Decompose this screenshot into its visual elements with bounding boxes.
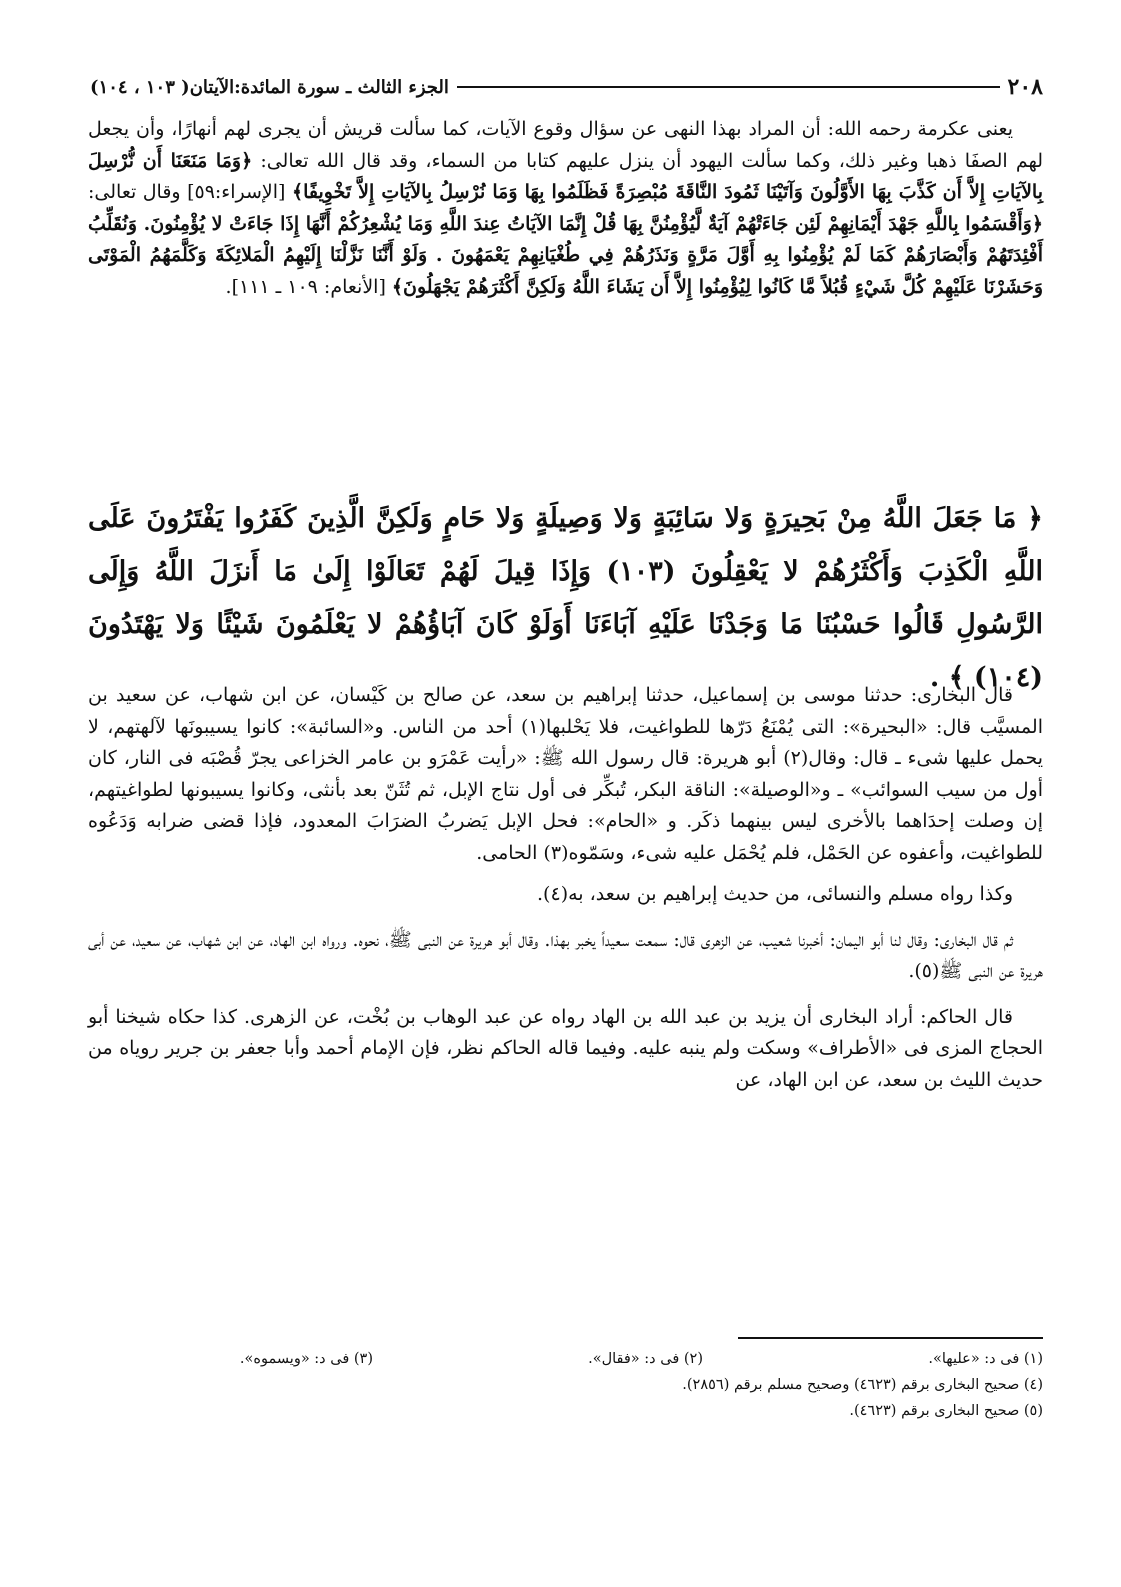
footnote-3: (٣) فى د: «ويسموه». (239, 1351, 373, 1367)
running-title: الجزء الثالث ـ سورة المائدة:الآيتان( ١٠٣ ، ١٠٤) (90, 76, 449, 98)
intro-text-1: يعنى عكرمة رحمه الله: أن المراد بهذا النهى عن سؤال وقوع الآيات، كما سألت قريش أن يجرى لهم أنهارًا، وأن يجعل لهم الصفَا ذهبا وغير ذلك، وكما سألت اليهود أن ينزل عليهم كتابا من السماء، وقد قال الله تعالى: (88, 118, 1044, 172)
page-number: ٢٠٨ (1007, 74, 1043, 100)
verse-block: ﴿ مَا جَعَلَ اللَّهُ مِنْ بَحِيرَةٍ وَلا سَائِبَةٍ وَلا وَصِيلَةٍ وَلا حَامٍ وَلَكِنَّ الَّذِينَ كَفَرُوا يَفْتَرُونَ عَلَى اللَّهِ الْكَذِبَ وَأَكْثَرُهُمْ لا يَعْقِلُونَ (١٠٣) وَإِذَا قِيلَ لَهُمْ تَعَالَوْا إِلَىٰ مَا أَنزَلَ اللَّهُ وَإِلَى الرَّسُولِ قَالُوا حَسْبُنَا مَا وَجَدْنَا عَلَيْهِ آبَاءَنَا أَوَلَوْ كَانَ آبَاؤُهُمْ لا يَعْلَمُونَ شَيْئًا وَلا يَهْتَدُونَ (١٠٤) ﴾ . (88, 503, 1043, 693)
paragraph-muslim: وكذا رواه مسلم والنسائى، من حديث إبراهيم بن سعد، به(٤). (537, 883, 1013, 905)
paragraph-bukhari-2: ثم قال البخارى: وقال لنا أبو اليمان: أخبرنا شعيب، عن الزهرى قال: سمعت سعيداً يخبر بهذا. وقال أبو هريرة عن النبى ﷺ، نحوه. ورواه ابن الهاد، عن ابن شهاب، عن سعيد، عن أبى هريرة عن النبى ﷺ(٥). (88, 928, 1043, 982)
commentary (88, 680, 1043, 1106)
header-rule (457, 86, 1000, 88)
intro-ref-anam: [الأنعام: ١٠٩ ـ ١١١]. (225, 275, 392, 298)
footnote-2: (٢) فى د: «فقال». (588, 1351, 703, 1367)
paragraph-hakim: قال الحاكم: أراد البخارى أن يزيد بن عبد الله بن الهاد رواه عن عبد الوهاب بن بُخْت، عن الزهرى. كذا حكاه شيخنا أبو الحجاج المزى فى «الأطراف» وسكت ولم ينبه عليه. وفيما قاله الحاكم نظر، فإن الإمام أحمد وأبا جعفر بن جرير روياه من حديث الليث بن سعد، عن ابن الهاد، عن (88, 1005, 1043, 1091)
quran-quote-anam: ﴿وَأَقْسَمُوا بِاللَّهِ جَهْدَ أَيْمَانِهِمْ لَئِن جَاءَتْهُمْ آيَةٌ لَّيُؤْمِنُنَّ بِهَا قُلْ إِنَّمَا الآيَاتُ عِندَ اللَّهِ وَمَا يُشْعِرُكُمْ أَنَّهَا إِذَا جَاءَتْ لا يُؤْمِنُونَ. وَنُقَلِّبُ أَفْئِدَتَهُمْ وَأَبْصَارَهُمْ كَمَا لَمْ يُؤْمِنُوا بِهِ أَوَّلَ مَرَّةٍ وَنَذَرُهُمْ فِي طُغْيَانِهِمْ يَعْمَهُونَ . وَلَوْ أَنَّنَا نَزَّلْنَا إِلَيْهِمُ الْمَلائِكَةَ وَكَلَّمَهُمُ الْمَوْتَى وَحَشَرْنَا عَلَيْهِمْ كُلَّ شَيْءٍ قُبُلاً مَّا كَانُوا لِيُؤْمِنُوا إِلاَّ أَن يَشَاءَ اللَّهُ وَلَكِنَّ أَكْثَرَهُمْ يَجْهَلُونَ﴾ (88, 212, 1043, 298)
footnote-4: (٤) صحيح البخارى برقم (٤٦٢٣) وصحيح مسلم برقم (٢٨٥٦). (682, 1377, 1043, 1393)
page-header (90, 70, 1043, 104)
footnote-rule (738, 1337, 1043, 1339)
paragraph-bukhari: قال البخارى: حدثنا موسى بن إسماعيل، حدثنا إبراهيم بن سعد، عن صالح بن كَيْسان، عن ابن شهاب، عن سعيد بن المسيَّب قال: «البحيرة»: التى يُمْنَعُ دَرّها للطواغيت، فلا يَحْلبها(١) أحد من الناس. و«السائبة»: كانوا يسيبونَها لآلهتهم، لا يحمل عليها شىء ـ قال: وقال(٢) أبو هريرة: قال رسول الله ﷺ: «رأيت عَمْرَو بن عامر الخزاعى يجرّ قُصْبَه فى النار، كان أول من سيب السوائب» ـ و«الوصيلة»: الناقة البكر، تُبكِّر فى أول نتاج الإبل، ثم تُثَنّ بعد بأنثى، وكانوا يسيبونها لطواغيتهم، إن وصلت إحدَاهما بالأخرى ليس بينهما ذكَر. و «الحام»: فحل الإبل يَضربُ الضرَابَ المعدود، فإذا قضى ضرابه وَدَعُوه للطواغيت، وأعفوه عن الحَمْل، فلم يُحْمَل عليه شىء، وسَمّوه(٣) الحامى. (88, 684, 1043, 864)
quran-quote-isra: ﴿وَمَا مَنَعَنَا أَن نُّرْسِلَ بِالآيَاتِ إِلاَّ أَن كَذَّبَ بِهَا الأَوَّلُونَ وَآتَيْنَا ثَمُودَ النَّاقَةَ مُبْصِرَةً فَظَلَمُوا بِهَا وَمَا نُرْسِلُ بِالآيَاتِ إِلاَّ تَخْوِيفًا﴾ (88, 149, 1043, 203)
footnote-5: (٥) صحيح البخارى برقم (٤٦٢٣). (849, 1403, 1043, 1419)
footnote-row (88, 1346, 1043, 1372)
footnote-1: (١) فى د: «عليها». (928, 1351, 1043, 1367)
footnotes (88, 1346, 1043, 1424)
intro-paragraph (88, 114, 1043, 303)
intro-ref-isra: [الإسراء:٥٩] وقال تعالى: (88, 181, 292, 203)
